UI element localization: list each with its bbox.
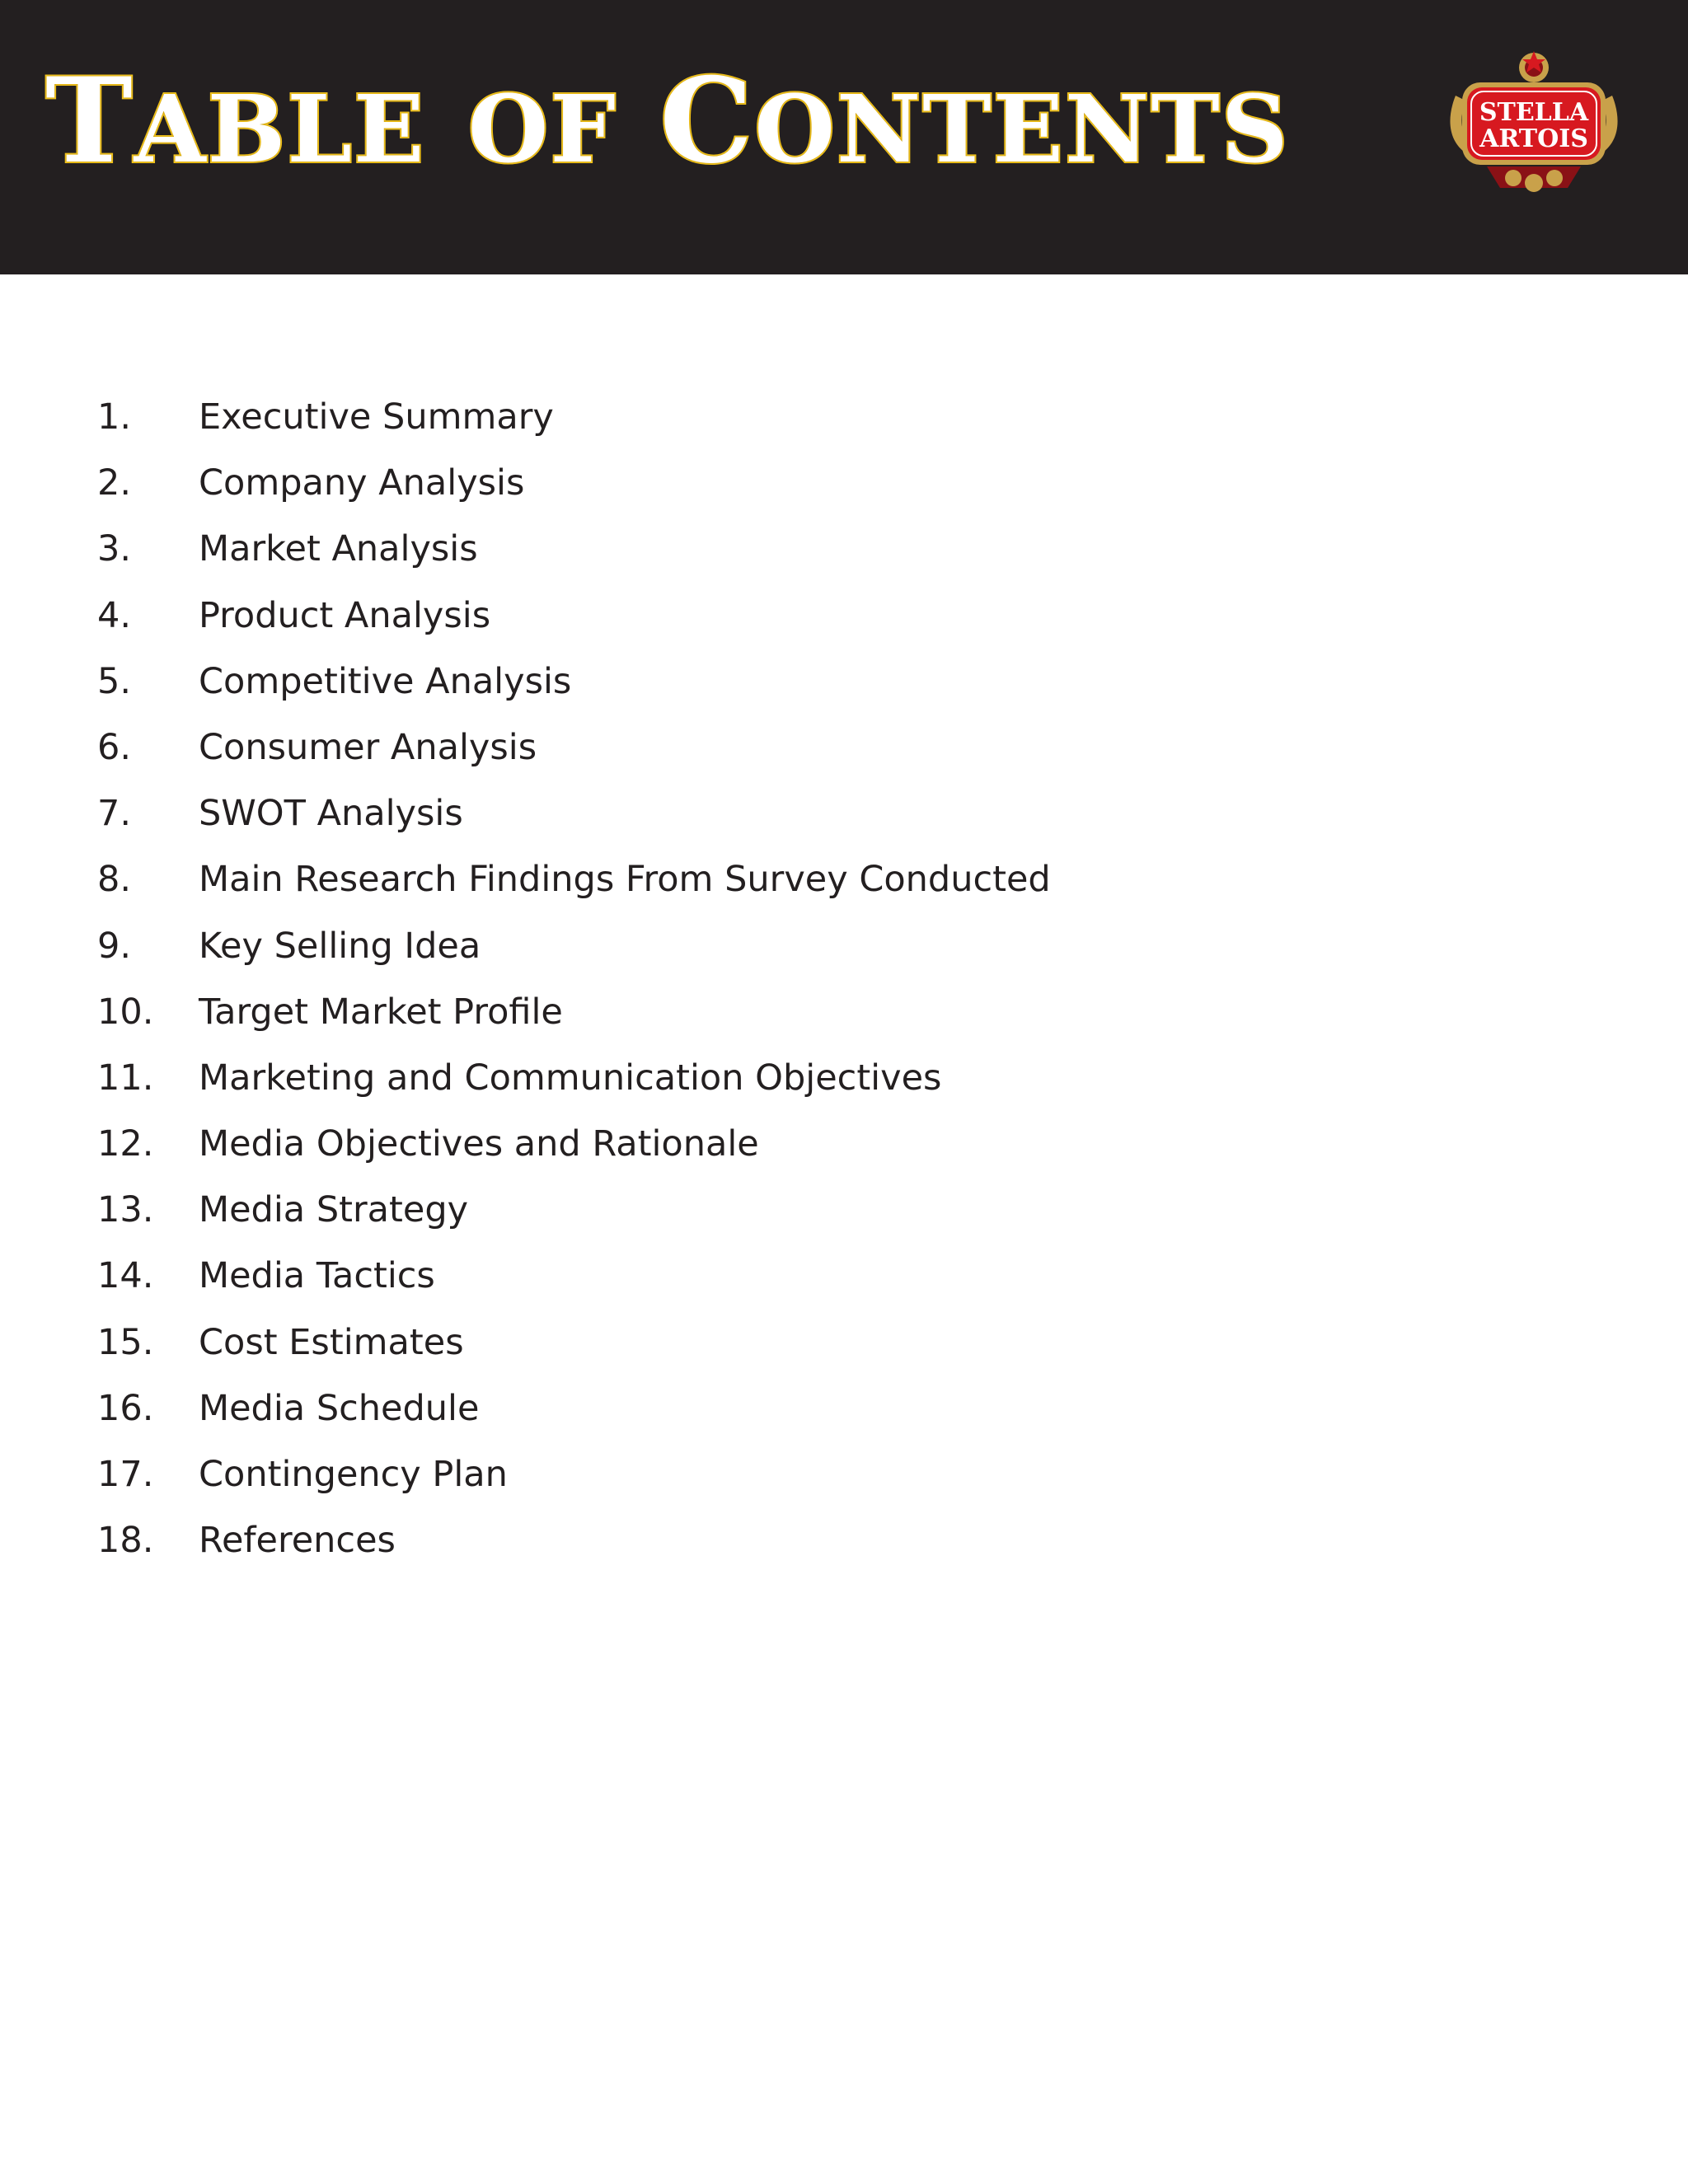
toc-item <box>0 384 1688 450</box>
toc-item-label: Cost Estimates <box>199 1321 464 1363</box>
toc-item-label: Company Analysis <box>199 462 525 504</box>
toc-item-number: 17. <box>97 1454 154 1495</box>
toc-item-number: 2. <box>97 462 132 504</box>
toc-item-label: Media Tactics <box>199 1255 435 1297</box>
table-of-contents-list <box>0 384 1688 1573</box>
toc-item-label: Marketing and Communication Objectives <box>199 1057 942 1099</box>
toc-item <box>0 846 1688 912</box>
toc-item <box>0 1310 1688 1376</box>
title-word-contents-rest: ONTENTS <box>754 76 1290 184</box>
toc-item-number: 1. <box>97 396 132 438</box>
toc-item <box>0 780 1688 846</box>
toc-item <box>0 1243 1688 1309</box>
toc-item <box>0 715 1688 780</box>
toc-item <box>0 649 1688 715</box>
title-word-table-rest: ABLE <box>134 76 426 184</box>
toc-item-number: 7. <box>97 793 132 835</box>
toc-item-label: SWOT Analysis <box>199 793 463 835</box>
toc-item-number: 9. <box>97 925 132 967</box>
toc-item-number: 8. <box>97 859 132 901</box>
toc-item-label: Main Research Findings From Survey Conducted <box>199 859 1051 901</box>
toc-item-number: 3. <box>97 528 132 570</box>
toc-item-number: 18. <box>97 1520 154 1562</box>
toc-item <box>0 450 1688 516</box>
toc-item-number: 16. <box>97 1387 154 1429</box>
logo-medal-icon <box>1505 170 1522 186</box>
toc-item-number: 13. <box>97 1189 154 1231</box>
header-banner <box>0 0 1688 274</box>
toc-item <box>0 516 1688 582</box>
toc-item-number: 4. <box>97 594 132 636</box>
toc-item-label: Competitive Analysis <box>199 660 572 702</box>
toc-item <box>0 1441 1688 1507</box>
page-title <box>45 51 1290 200</box>
toc-item <box>0 1177 1688 1243</box>
toc-item <box>0 1045 1688 1111</box>
toc-item-number: 14. <box>97 1255 154 1297</box>
toc-item-label: Contingency Plan <box>199 1454 508 1495</box>
toc-item <box>0 1376 1688 1441</box>
toc-item <box>0 1111 1688 1177</box>
logo-text-line2: ARTOIS <box>1479 124 1588 153</box>
toc-item <box>0 1507 1688 1573</box>
toc-item-label: Market Analysis <box>199 528 478 570</box>
toc-item <box>0 583 1688 649</box>
toc-item-number: 10. <box>97 991 154 1033</box>
toc-item-number: 11. <box>97 1057 154 1099</box>
toc-item-label: Consumer Analysis <box>199 726 537 768</box>
toc-item-label: Executive Summary <box>199 396 554 438</box>
toc-item <box>0 979 1688 1045</box>
toc-item-label: Media Strategy <box>199 1189 469 1231</box>
toc-item-label: References <box>199 1520 396 1562</box>
toc-item-number: 5. <box>97 660 132 702</box>
toc-item-label: Media Objectives and Rationale <box>199 1123 759 1165</box>
toc-item-label: Key Selling Idea <box>199 925 481 967</box>
toc-item-number: 12. <box>97 1123 154 1165</box>
stella-artois-logo <box>1444 46 1624 199</box>
logo-medal-icon <box>1525 174 1543 192</box>
title-word-contents-initial: C <box>659 53 755 190</box>
toc-item-number: 6. <box>97 726 132 768</box>
toc-item-label: Media Schedule <box>199 1387 480 1429</box>
toc-item-label: Product Analysis <box>199 594 491 636</box>
logo-text-line1: STELLA <box>1479 98 1589 127</box>
title-word-of: OF <box>467 76 617 184</box>
title-word-table-initial: T <box>45 53 134 190</box>
toc-item-number: 15. <box>97 1321 154 1363</box>
logo-medal-icon <box>1546 170 1563 186</box>
toc-item-label: Target Market Profile <box>199 991 563 1033</box>
toc-item <box>0 913 1688 979</box>
